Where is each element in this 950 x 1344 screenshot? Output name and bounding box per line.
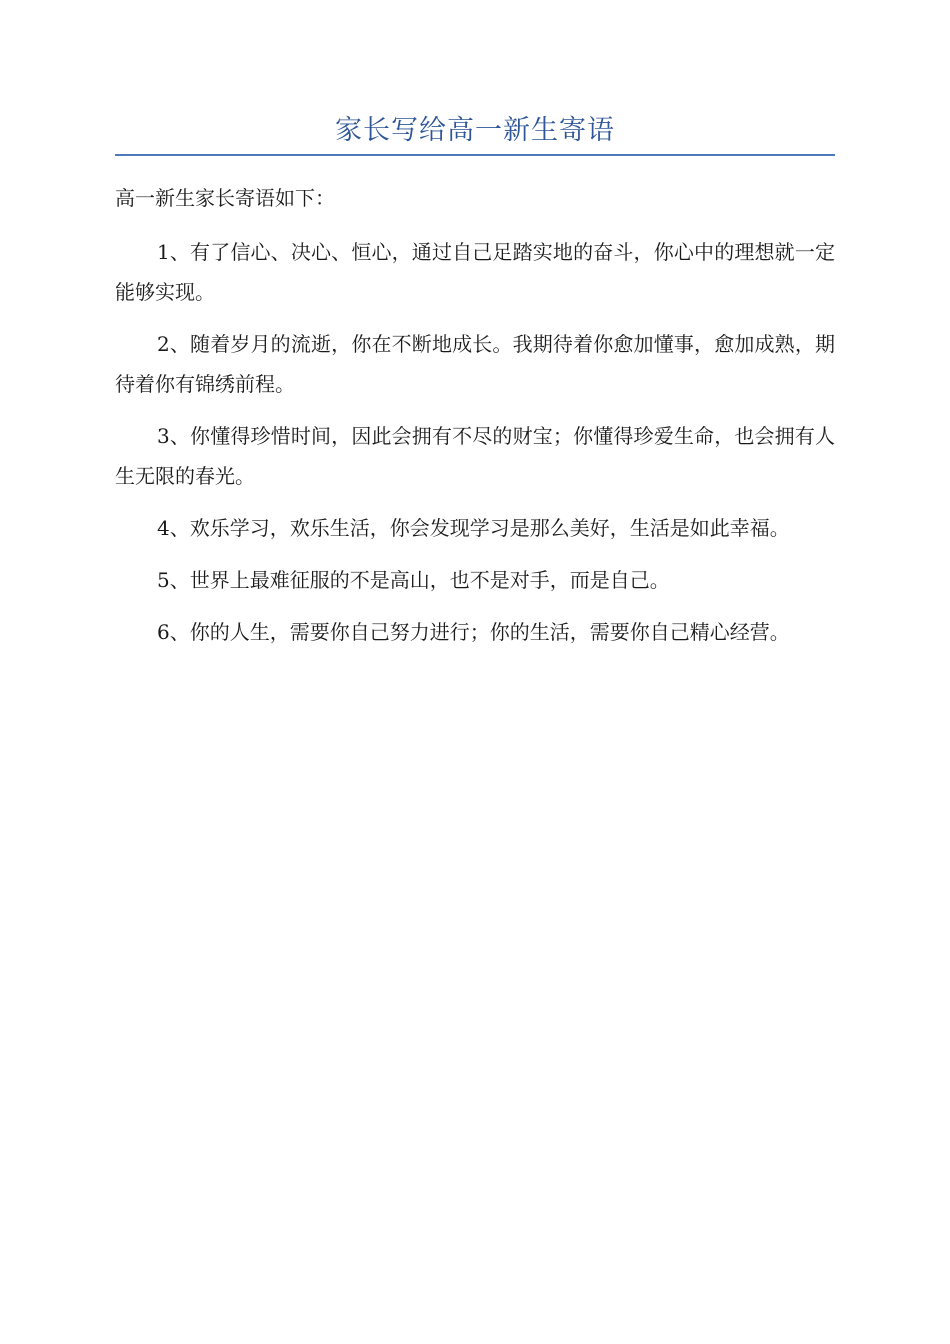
message-item-2: 2、随着岁月的流逝，你在不断地成长。我期待着你愈加懂事，愈加成熟，期待着你有锦绣前程。 (115, 332, 835, 396)
message-item-5: 5、世界上最难征服的不是高山，也不是对手，而是自己。 (157, 568, 670, 592)
message-item-3: 3、你懂得珍惜时间，因此会拥有不尽的财宝；你懂得珍爱生命，也会拥有人生无限的春光。 (115, 424, 835, 488)
document-page (115, 108, 835, 664)
intro-paragraph: 高一新生家长寄语如下： (115, 186, 335, 210)
message-item-6: 6、你的人生，需要你自己努力进行；你的生活，需要你自己精心经营。 (157, 620, 790, 644)
title-underline (115, 154, 835, 156)
message-item-1: 1、有了信心、决心、恒心，通过自己足踏实地的奋斗，你心中的理想就一定能够实现。 (115, 240, 835, 304)
document-title: 家长写给高一新生寄语 (335, 115, 615, 146)
message-item-4: 4、欢乐学习，欢乐生活，你会发现学习是那么美好，生活是如此幸福。 (157, 516, 790, 540)
